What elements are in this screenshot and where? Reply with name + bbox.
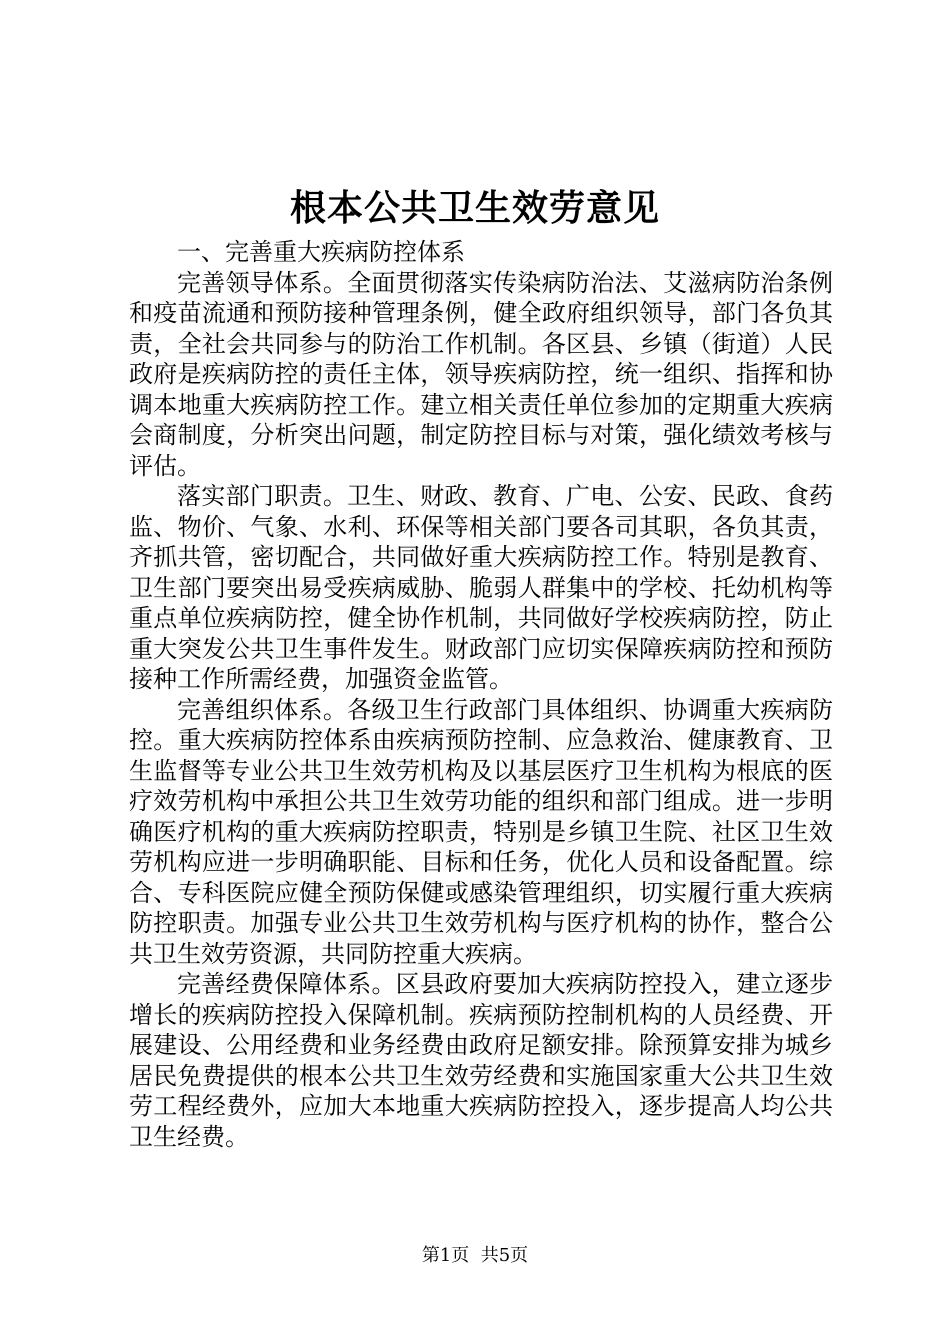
page-title: 根本公共卫生效劳意见: [289, 187, 660, 229]
paragraph: 完善组织体系。各级卫生行政部门具体组织、协调重大疾病防控。重大疾病防控体系由疾病预防控制、应急救治、健康教育、卫生监督等专业公共卫生效劳机构及以基层医疗卫生机构为根底的医疗效劳机构中承担公共卫生效劳功能的组织和部门组成。进一步明确医疗机构的重大疾病防控职责，特别是乡镇卫生院、社区卫生效劳机构应进一步明确职能、目标和任务，优化人员和设备配置。综合、专科医院应健全预防保健或感染管理组织，切实履行重大疾病防控职责。加强专业公共卫生效劳机构与医疗机构的协作，整合公共卫生效劳资源，共同防控重大疾病。: [129, 695, 833, 968]
page-total: 共5页: [480, 1245, 529, 1266]
page-footer: [0, 1244, 950, 1268]
document-body: [129, 237, 833, 1152]
paragraph: 完善经费保障体系。区县政府要加大疾病防控投入，建立逐步增长的疾病防控投入保障机制。疾病预防控制机构的人员经费、开展建设、公用经费和业务经费由政府足额安排。除预算安排为城乡居民免费提供的根本公共卫生效劳经费和实施国家重大公共卫生效劳工程经费外，应加大本地重大疾病防控投入，逐步提高人均公共卫生经费。: [129, 970, 833, 1151]
page-number: 第1页: [421, 1245, 470, 1266]
section-heading: 一、完善重大疾病防控体系: [177, 238, 465, 266]
paragraph: 完善领导体系。全面贯彻落实传染病防治法、艾滋病防治条例和疫苗流通和预防接种管理条例，健全政府组织领导，部门各负其责，全社会共同参与的防治工作机制。各区县、乡镇（街道）人民政府是疾病防控的责任主体，领导疾病防控，统一组织、指挥和协调本地重大疾病防控工作。建立相关责任单位参加的定期重大疾病会商制度，分析突出问题，制定防控目标与对策，强化绩效考核与评估。: [129, 268, 833, 480]
paragraph: 落实部门职责。卫生、财政、教育、广电、公安、民政、食药监、物价、气象、水利、环保等相关部门要各司其职，各负其责，齐抓共管，密切配合，共同做好重大疾病防控工作。特别是教育、卫生部门要突出易受疾病威胁、脆弱人群集中的学校、托幼机构等重点单位疾病防控，健全协作机制，共同做好学校疾病防控，防止重大突发公共卫生事件发生。财政部门应切实保障疾病防控和预防接种工作所需经费，加强资金监管。: [129, 482, 833, 693]
